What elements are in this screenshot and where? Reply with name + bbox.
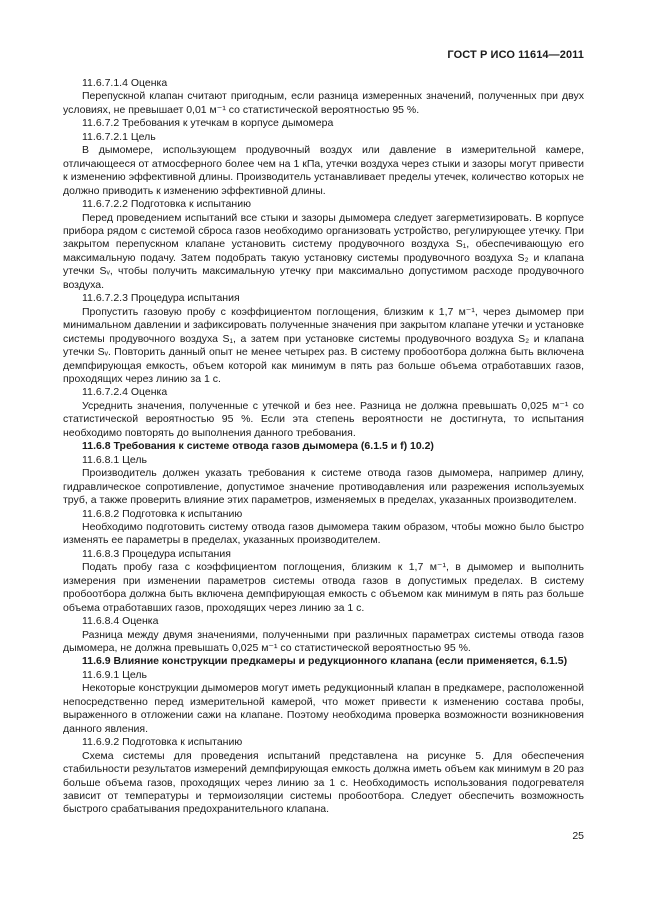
section-heading-bold: 11.6.8 Требования к системе отвода газов дымомера (6.1.5 и f) 10.2)	[82, 440, 434, 453]
section-heading: 11.6.8.2 Подготовка к испытанию	[82, 507, 243, 520]
paragraph: Некоторые конструкции дымомеров могут иметь редукционный клапан в предкамере, расположенной непосредственно перед измерительной камерой, что может привести к изменению состава пробы, выраженного в отложении сажи на клапане. Поэтому необходима проверка возможности возникновения данного явления.	[63, 682, 584, 735]
section-heading: 11.6.8.1 Цель	[82, 453, 147, 466]
standard-header: ГОСТ Р ИСО 11614—2011	[447, 49, 584, 61]
section-heading: 11.6.8.4 Оценка	[82, 615, 159, 628]
paragraph: Перед проведением испытаний все стыки и зазоры дымомера следует загерметизировать. В корпусе прибора рядом с системой сброса газов необходимо организовать устройство, регулирующее утечку. При закрытом перепускном клапане установить систему продувочного воздуха S₁, обеспечивающую его максимальную подачу. Затем подобрать такую установку системы продувочного воздуха S₂ и клапана утечки Sᵥ, чтобы получить максимальную утечку при максимально допустимом расходе продувочного воздуха.	[63, 211, 584, 291]
paragraph: Подать пробу газа с коэффициентом поглощения, близким к 1,7 м⁻¹, в дымомер и выполнить измерения при изменении параметров системы отвода газов в допустимых пределах. В систему пробоотбора должна быть включена демпфирующая емкость с объемом как минимум в пять раз больше объема отработавших газов, проходящих через линию за 1 с.	[63, 561, 584, 614]
paragraph: Схема системы для проведения испытаний представлена на рисунке 5. Для обеспечения стабильности результатов измерений демпфирующая емкость должна иметь объем как минимум в 20 раз больше объема газов, проходящих через линию за 1 с. Необходимость использования подогревателя зависит от температуры и термоизоляции системы пробоотбора. Следует обеспечить возможность быстрого срабатывания предохранительного клапана.	[63, 749, 584, 816]
section-heading: 11.6.7.2.1 Цель	[82, 130, 156, 143]
section-heading: 11.6.8.3 Процедура испытания	[82, 547, 231, 560]
page-number: 25	[572, 830, 584, 842]
paragraph: Пропустить газовую пробу с коэффициентом поглощения, близким к 1,7 м⁻¹, через дымомер при минимальном давлении и зафиксировать полученные значения при закрытом клапане утечки и установке системы продувочного воздуха S₁, а затем при установке системы продувочного воздуха S₂ и клапана утечки Sᵥ. Повторить данный опыт не менее четырех раз. В систему пробоотбора должна быть включена демпфирующая емкость, объем которой как минимум в пять раз больше объема отработавших газов, проходящих через линию за 1 с.	[63, 305, 584, 385]
paragraph: Усреднить значения, полученные с утечкой и без нее. Разница не должна превышать 0,025 м⁻¹ со статистической вероятностью 95 %. Если эта степень вероятности не достигнута, то испытания необходимо повторять до выполнения данного требования.	[63, 399, 584, 439]
section-heading: 11.6.7.1.4 Оценка	[82, 77, 168, 89]
section-heading: 11.6.7.2 Требования к утечкам в корпусе дымомера	[82, 117, 334, 130]
section-heading: 11.6.9.2 Подготовка к испытанию	[82, 736, 243, 749]
section-heading: 11.6.7.2.4 Оценка	[82, 386, 168, 399]
paragraph: Производитель должен указать требования к системе отвода газов дымомера, например длину, гидравлическое сопротивление, допустимое значение противодавления или разрежения используемых труб, а также проверить влияние этих параметров, изменяемых в пределах, указанных производителем.	[63, 467, 584, 507]
section-heading: 11.6.9.1 Цель	[82, 668, 147, 681]
document-body	[63, 77, 584, 817]
paragraph: В дымомере, использующем продувочный воздух или давление в измерительной камере, отличающееся от атмосферного более чем на 1 кПа, утечки воздуха через стыки и зазоры могут привести к изменению эффективной длины. Производитель устанавливает пределы утечек, количество которых не должно приводить к изменению эффективной длины.	[63, 144, 584, 197]
paragraph: Перепускной клапан считают пригодным, если разница измеренных значений, полученных при двух условиях, не превышает 0,01 м⁻¹ со статистической вероятностью 95 %.	[63, 90, 584, 116]
section-heading: 11.6.7.2.3 Процедура испытания	[82, 292, 240, 305]
section-heading: 11.6.7.2.2 Подготовка к испытанию	[82, 198, 251, 211]
section-heading-bold: 11.6.9 Влияние конструкции предкамеры и редукционного клапана (если применяется, 6.1.5)	[82, 655, 568, 668]
paragraph: Разница между двумя значениями, полученными при различных параметрах системы отвода газов дымомера, не должна превышать 0,025 м⁻¹ со статистической вероятностью 95 %.	[63, 628, 584, 655]
paragraph: Необходимо подготовить систему отвода газов дымомера таким образом, чтобы можно было быстро изменять ее параметры в пределах, указанных производителем.	[63, 520, 584, 547]
